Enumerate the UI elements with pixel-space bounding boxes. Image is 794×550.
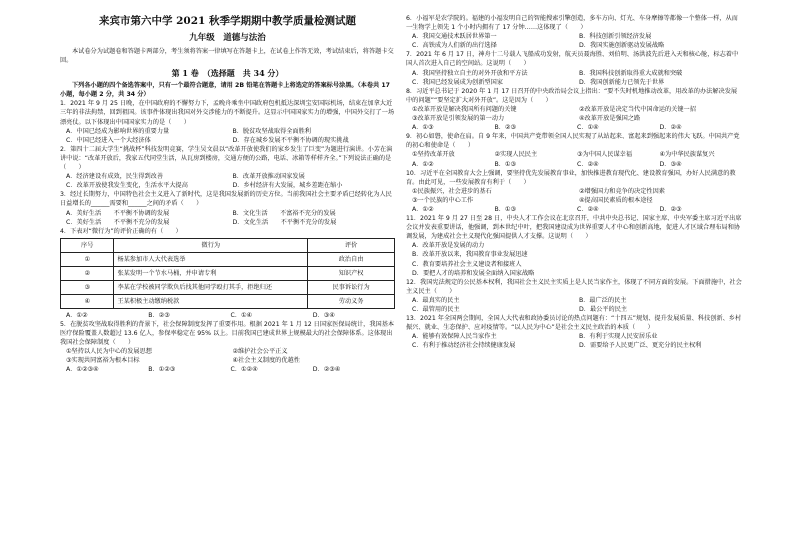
statement: ①改革开放是解决我国所有问题的关键 [412,105,517,113]
statement: ②增强国力和竞争的决定性因素 [579,187,665,195]
table-cell: ② [61,266,114,280]
question-3-options [60,209,395,227]
table-row [61,280,395,294]
micro-behavior-table [60,238,395,309]
question-2-options [60,172,395,190]
option: A．我国坚持独立自主的对外开放和平方法 [412,69,528,77]
option: C．有利于推动经济社会持续健康发展 [412,342,516,350]
option: D．②③ [659,205,682,213]
option: D．需要给予人民更广泛、更充分的民主权利 [579,342,702,350]
table-row [61,252,395,266]
option: A．①③ [412,124,434,132]
statement: ④改革开放是强国之路 [579,115,641,123]
option: D．文化生活 不平衡不充分的发展 [232,218,337,226]
option: D．②④ [659,124,682,132]
instruction-text: 下列各小题的四个备选答案中，只有一个最符合题意，请用 2B 铅笔在答题卡上将选定的答案标号涂黑。（本卷共 17 小题，每小题 2 分，共 34 分） [60,82,390,99]
statement: ②维护社会公平正义 [232,348,288,356]
option: B．①③ [494,205,517,213]
question-1-options [60,127,395,145]
section-title: 第 1 卷 （选择题 共 34 分） [171,68,284,79]
option: B．改革开放以来，我国教育事业发展迅速 [412,251,528,259]
question-2: 2．第四十二届大学生“挑战杯”科技发明竞赛，学生吴文晨以“改革开放使我们的家乡发生了巨变”为题进行演讲。小芳在演讲中说：“改革开放后，我家五代同堂生活，从瓦房到楼房，交通方便的公路，电话、冰箱等样样齐全。”下列说法正确的是（ ） [60,145,393,172]
statement: ②改革开放是决定当代中国命运的关键一招 [579,105,696,113]
question-12-options [406,296,742,314]
table-row [61,294,395,308]
table-cell: ④ [61,294,114,308]
table-cell: ① [61,252,114,266]
question-8: 8．习近平总书记于 2020 年 1 月 17 日召开的中央政治局会议上指出：“要不失时机地推动改革，用改革的办法解决发展中的问题”“要坚定扩大对外开放”。这是因为（ ） [406,87,738,104]
statement: ④提高国民素质的根本途径 [579,196,653,204]
option: C．美好生活 不平衡不充分的发展 [66,218,170,226]
question-10-items [406,187,742,205]
statement: ③实现共同富裕为根本目标 [66,357,140,365]
option: A．经济建设有成效，民生得到改善 [66,173,164,181]
statement: ①民族振兴，社会进步的基石 [412,187,492,195]
option: B．①③ [494,160,517,168]
question-13: 13．2021 年全国两会期间，全国人大代表和政协委员讨论的热点问题有：“十四五”规划、提升发展质量、科技创新、乡村振兴、就业、生态保护、应对疫情等。“以人民为中心”是社会主义民主政治的本质（ ） [406,315,742,332]
table-cell: 王某积极主动缴纳税款 [114,294,308,308]
option: A．①② [66,311,88,319]
option: A．中国已经成为影响世界的重要力量 [66,127,170,135]
intro-text: 本试卷分为试题卷和答题卡两部分，考生须将答案一律填写在答题卡上，在试卷上作答无效，考试结束后，将答题卡交回。 [60,48,394,65]
table-header-row [61,238,395,252]
question-6-options [406,32,742,50]
option: B．我国科技创新取得重大成就和突破 [579,69,683,77]
exam-subtitle: 九年级 道德与法治 [189,33,266,43]
table-cell: ③ [61,280,114,294]
option: C．②④ [577,160,599,168]
option: C．我国已经发展成为创新型国家 [412,78,503,86]
question-5-items [60,347,395,365]
table-row [61,266,395,280]
table-cell: 民事诉讼行为 [308,280,395,294]
question-6: 6．小福军是农学院的。福建的小福发明自己的智能搜索引擎创造，多车方向、灯光、车身摩擦等都像一个整体一样，从而一生物学上领先 1 个小时内拥有了 17 分钟……这体现了（ ） [406,15,738,32]
option: A．我国交通技术跃居世界第一 [412,33,497,41]
question-13-options [406,332,742,350]
right-column [406,14,742,350]
option: D．要把人才的培养和发展全面纳入国家战略 [412,269,535,277]
statement: ②实现人民民主 [494,151,538,159]
question-11: 11．2021 年 9 月 27 日至 28 日，中央人才工作会议在北京召开，中共中央总书记、国家主席、中央军委主席习近平出席会议并发表重要讲话，他强调，到本世纪中叶，把我国建设成为世界重要人才中心和创新高地，促进人才区域合理布局和协调发展，为建成社会主义现代化强国提供人才支撑。这说明（ ） [406,215,742,241]
option: D．③④ [659,160,682,168]
option: B．改革开放推动国家发展 [232,173,305,181]
statement: ④社会主义制度的优越性 [232,357,300,365]
question-9: 9．初心如磐，使命在肩。自 9 年来，中国共产党带领全国人民实现了从站起来、富起来到强起来的伟大飞跃。中国共产党的初心和使命是（ ） [406,133,740,150]
option: B．科技创新引领经济发展 [579,33,652,41]
option: B．②③ [494,124,517,132]
exam-title: 来宾市第六中学 2021 秋季学期期中教学质量检测试题 [98,15,357,27]
table-cell: 杨某参加市人大代表选举 [114,252,308,266]
statement: ①坚持以人民为中心的发展思想 [66,348,152,356]
option: B．②③ [148,311,170,319]
question-8-items [406,105,742,123]
option: C．①④ [230,311,253,319]
table-cell: 张某发明一个节水马桶，并申请专利 [114,266,308,280]
option: B．脱贫攻坚战取得全面胜利 [232,127,311,135]
question-4: 4．下表对“微行为”的评价正确的有（ ） [60,227,182,235]
statement: ④为中华民族谋复兴 [659,151,715,159]
option: B．①②③ [148,366,176,374]
option: C．改革开放使我发生变化，生活水平大提高 [66,182,188,190]
statement: ③一个民族的中心工作 [412,196,474,204]
statement: ③改革开放是引领发展的第一动力 [412,115,505,123]
question-7: 7．2021 年 6 月 17 日，神舟十二号载人飞船成功发射，航天员聂海胜、刘伯明、汤洪波先后进入天和核心舱，标志着中国人首次进入自己的空间站。这说明（ ） [406,51,739,68]
option: B．有利于实现人民安居乐业 [579,333,658,341]
option: A．能够有效保障人民当家作主 [412,333,497,341]
option: A．最真实的民主 [412,296,460,304]
option: C．①②④ [230,366,258,374]
option: D．存在城乡发展不平衡不协调的现实挑战 [232,136,349,144]
statement: ①坚持改革开放 [412,151,455,159]
option: D．③④ [312,311,335,319]
question-9-options [406,160,742,169]
option: D．我国实施创新驱动发展战略 [579,42,665,50]
statement: ③为中国人民谋幸福 [577,151,633,159]
table-cell: 李某在学校被同学欺负后找其他同学殴打其手，拒绝归还 [114,280,308,294]
question-10-options [406,205,742,214]
question-10: 10．习近平在全国教育大会上强调，要坚持优先发展教育事业，加快推进教育现代化、建设教育强国，办好人民满意的教育。由此可见，一些发展教育有利于（ ） [406,169,736,186]
table-header: 序号 [61,238,114,252]
option: D．最公平的民主 [579,306,628,313]
left-column [60,14,395,374]
option: A．改革开放是发展的动力 [412,242,485,250]
option: C．教育要培养社会主义建设者和接班人 [412,260,522,268]
option: D．我国创新能力已领先于世界 [579,78,665,86]
option: D．乡村经济有大发展，城乡差距在缩小 [232,182,343,190]
option: B．最广泛的民主 [579,296,627,304]
question-5-options [60,365,395,374]
option: D．②③④ [312,366,341,374]
question-7-options [406,69,742,87]
option: A．①②③④ [66,366,99,374]
option: A．①② [412,205,434,213]
option: C．最管用的民主 [412,306,460,313]
table-cell: 劳动义务 [308,294,395,308]
question-12: 12．我国宪法规定的公民基本权利，我国社会主义民主实质上是人民当家作主，体现了不同方面的发展。下面措施中，社会主义民主（ ） [406,278,742,295]
option: C．高铁成为人们新的出行选择 [412,42,497,50]
option: B．文化生活 不富裕不充分的发展 [232,209,336,217]
question-3: 3．经过长期努力，中国特色社会主义进入了新时代，这是我国发展新的历史方位。当前我国社会主要矛盾已经转化为人民日益增长的______需要和______之间的矛盾（ ） [60,191,392,208]
question-4-options [60,311,395,320]
option: A．①② [412,160,434,168]
option: A．美好生活 不平衡不协调的发展 [66,209,170,217]
question-1: 1．2021 年 9 月 25 日晚，在中国政府的不懈努力下，孟晚舟乘坐中国政府包机抵达深圳宝安国际机场，结束在加拿大近三年的非法拘禁，回到祖国。该事件体现出我国对外交涉能力的不断提升。这显示中国国家实力的增强，中国外交打了一场漂亮仗。以下体现出中国国家实力的是（ ） [60,100,395,126]
question-9-items [406,150,742,159]
question-5: 5．在脱贫攻坚战取得胜利的背景下，社会保障制度发挥了重要作用。根据 2021 年 1 月 12 日国家医保局统计，我国基本医疗保险覆盖人数超过 13.6 亿人，参保率稳定在 95% 以上。目前我国已建成世界上规模最大的社会保障体系。这体现出我国社会保障制度（ ） [60,320,395,347]
option: C．②④ [577,205,599,213]
table-header: 评价 [308,238,395,252]
question-8-options [406,123,742,132]
option: C．中国已经进入一个大经济体 [66,136,151,144]
table-cell: 知识产权 [308,266,395,280]
option: C．①④ [577,124,599,132]
table-header: 微行为 [114,238,308,252]
table-cell: 政治自由 [308,252,395,266]
question-11-options [406,241,742,277]
